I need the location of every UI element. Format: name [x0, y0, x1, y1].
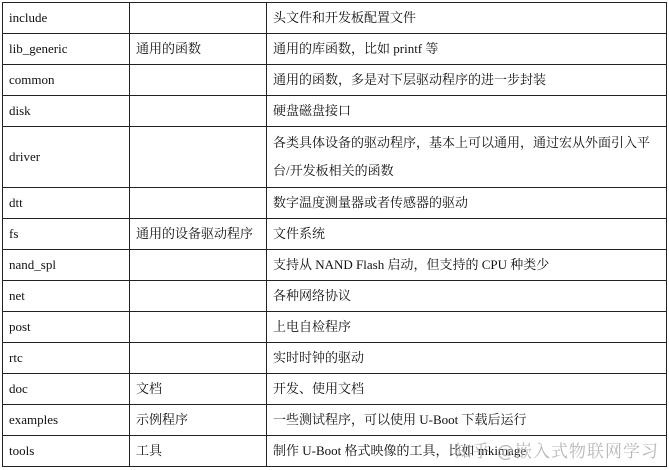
directory-name-cell: post: [3, 312, 130, 343]
description-cell: 制作 U-Boot 格式映像的工具，比如 mkimage: [267, 436, 667, 467]
description-cell: 硬盘磁盘接口: [267, 96, 667, 127]
category-cell: [130, 281, 267, 312]
table-row: [3, 281, 667, 312]
zhihu-watermark: 知乎 @嵌入式物联网学习: [454, 442, 659, 462]
category-cell: 文档: [130, 374, 267, 405]
table-row: [3, 96, 667, 127]
category-cell: [130, 250, 267, 281]
description-cell: 各类具体设备的驱动程序，基本上可以通用，通过宏从外面引入平台/开发板相关的函数: [267, 127, 667, 188]
directory-name-cell: disk: [3, 96, 130, 127]
table-row: [3, 3, 667, 34]
table-row: [3, 250, 667, 281]
category-cell: [130, 3, 267, 34]
description-cell: 开发、使用文档: [267, 374, 667, 405]
description-cell: 各种网络协议: [267, 281, 667, 312]
category-cell: 通用的函数: [130, 34, 267, 65]
directory-name-cell: lib_generic: [3, 34, 130, 65]
description-cell: 通用的函数，多是对下层驱动程序的进一步封装: [267, 65, 667, 96]
directory-name-cell: rtc: [3, 343, 130, 374]
directory-table: [2, 2, 667, 467]
directory-name-cell: dtt: [3, 188, 130, 219]
table-row: [3, 405, 667, 436]
category-cell: 示例程序: [130, 405, 267, 436]
directory-name-cell: net: [3, 281, 130, 312]
directory-name-cell: tools: [3, 436, 130, 467]
table-row: [3, 312, 667, 343]
table-row: [3, 34, 667, 65]
table-row: [3, 219, 667, 250]
directory-name-cell: include: [3, 3, 130, 34]
table-row: [3, 127, 667, 188]
description-cell: 实时时钟的驱动: [267, 343, 667, 374]
category-cell: 通用的设备驱动程序: [130, 219, 267, 250]
category-cell: [130, 65, 267, 96]
category-cell: [130, 312, 267, 343]
table-row: [3, 188, 667, 219]
description-cell: 文件系统: [267, 219, 667, 250]
directory-name-cell: examples: [3, 405, 130, 436]
description-cell: 通用的库函数，比如 printf 等: [267, 34, 667, 65]
description-cell: 头文件和开发板配置文件: [267, 3, 667, 34]
category-cell: [130, 188, 267, 219]
description-cell: 上电自检程序: [267, 312, 667, 343]
directory-name-cell: driver: [3, 127, 130, 188]
table-row: [3, 374, 667, 405]
directory-name-cell: fs: [3, 219, 130, 250]
category-cell: [130, 96, 267, 127]
directory-name-cell: common: [3, 65, 130, 96]
category-cell: [130, 343, 267, 374]
description-cell: 一些测试程序，可以使用 U-Boot 下载后运行: [267, 405, 667, 436]
description-cell: 数字温度测量器或者传感器的驱动: [267, 188, 667, 219]
category-cell: 工具: [130, 436, 267, 467]
table-row: [3, 65, 667, 96]
directory-name-cell: doc: [3, 374, 130, 405]
directory-name-cell: nand_spl: [3, 250, 130, 281]
description-cell: 支持从 NAND Flash 启动，但支持的 CPU 种类少: [267, 250, 667, 281]
table-row: [3, 343, 667, 374]
category-cell: [130, 127, 267, 188]
